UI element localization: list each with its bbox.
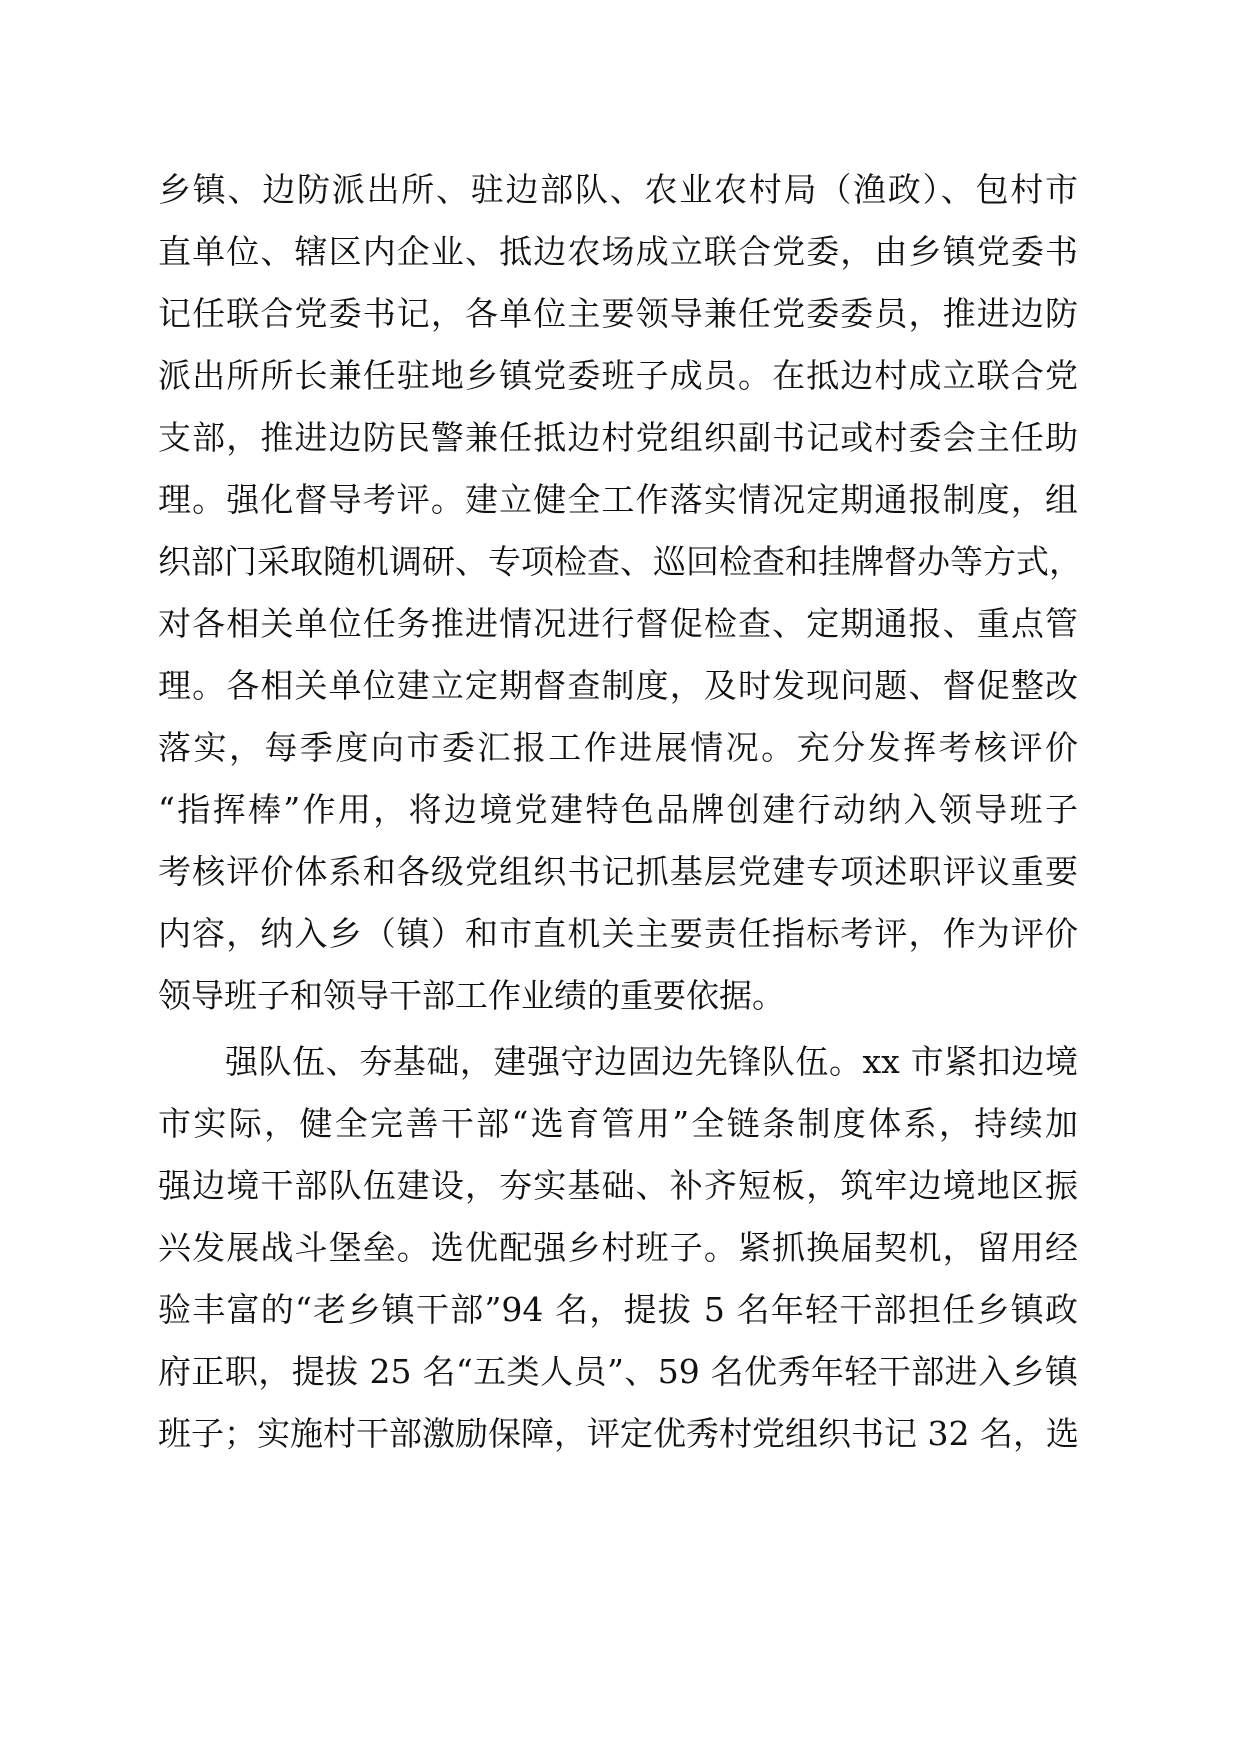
paragraph-1-line-2: 直单位、辖区内企业、抵边农场成立联合党委，由乡镇党委书: [158, 232, 1078, 271]
paragraph-1-line-9: 理。各相关单位建立定期督查制度，及时发现问题、督促整改: [158, 666, 1078, 705]
paragraph-2-line-3: 强边境干部队伍建设，夯实基础、补齐短板，筑牢边境地区振: [158, 1166, 1078, 1205]
paragraph-1-line-14: 领导班子和领导干部工作业绩的重要依据。: [158, 976, 785, 1015]
paragraph-2-line-2: 市实际，健全完善干部“选育管用”全链条制度体系，持续加: [158, 1104, 1078, 1143]
paragraph-2-line-6: 府正职，提拔 25 名“五类人员”、59 名优秀年轻干部进入乡镇: [158, 1352, 1078, 1391]
paragraph-1-line-7: 织部门采取随机调研、专项检查、巡回检查和挂牌督办等方式，: [158, 542, 1082, 581]
paragraph-1-line-5: 支部，推进边防民警兼任抵边村党组织副书记或村委会主任助: [158, 418, 1078, 457]
paragraph-1-line-10: 落实，每季度向市委汇报工作进展情况。充分发挥考核评价: [158, 728, 1078, 767]
paragraph-2-line-7: 班子；实施村干部激励保障，评定优秀村党组织书记 32 名，选: [158, 1414, 1079, 1453]
paragraph-1-line-6: 理。强化督导考评。建立健全工作落实情况定期通报制度，组: [158, 480, 1078, 519]
paragraph-1-line-12: 考核评价体系和各级党组织书记抓基层党建专项述职评议重要: [158, 852, 1078, 891]
paragraph-1-line-3: 记任联合党委书记，各单位主要领导兼任党委委员，推进边防: [158, 294, 1078, 333]
paragraph-1-line-4: 派出所所长兼任驻地乡镇党委班子成员。在抵边村成立联合党: [158, 356, 1078, 395]
paragraph-1-line-11: “指挥棒”作用，将边境党建特色品牌创建行动纳入领导班子: [158, 790, 1078, 829]
paragraph-1-line-1: 乡镇、边防派出所、驻边部队、农业农村局（渔政）、包村市: [158, 170, 1078, 209]
paragraph-2-line-4: 兴发展战斗堡垒。选优配强乡村班子。紧抓换届契机，留用经: [158, 1228, 1078, 1267]
paragraph-2-line-5: 验丰富的“老乡镇干部”94 名，提拔 5 名年轻干部担任乡镇政: [158, 1290, 1078, 1329]
paragraph-1-line-13: 内容，纳入乡（镇）和市直机关主要责任指标考评，作为评价: [158, 914, 1078, 953]
paragraph-1-line-8: 对各相关单位任务推进情况进行督促检查、定期通报、重点管: [158, 604, 1078, 643]
paragraph-2-line-1: 强队伍、夯基础，建强守边固边先锋队伍。xx 市紧扣边境: [225, 1042, 1078, 1081]
